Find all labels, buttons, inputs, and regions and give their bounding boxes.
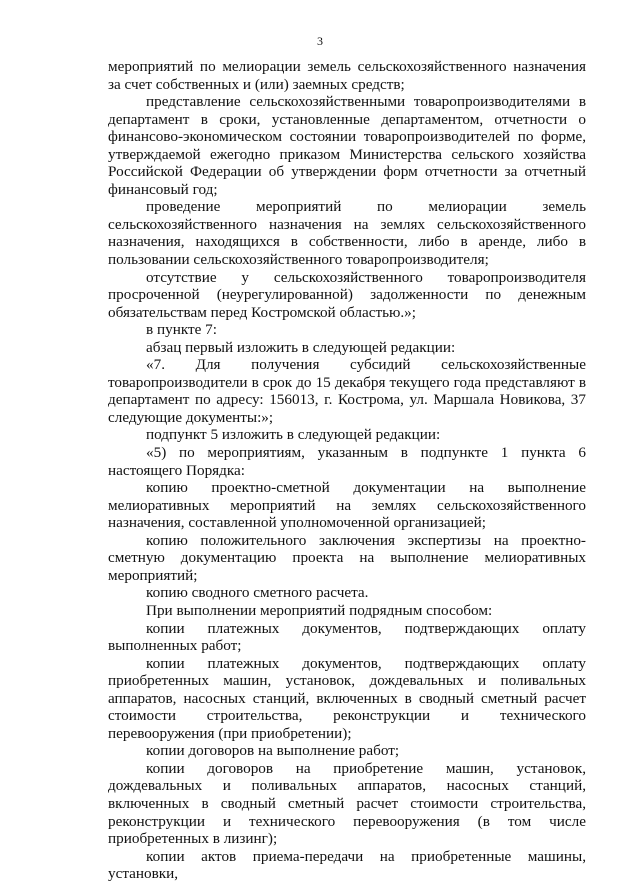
paragraph-11: копию положительного заключения экспертизы на проектно-сметную документацию проекта на выполнение мелиоративных мероприятий;	[108, 531, 586, 584]
paragraph-7: «7. Для получения субсидий сельскохозяйственные товаропроизводители в срок до 15 декабря текущего года представляют в департамент по адресу: 156013, г. Кострома, ул. Маршала Новикова, 37 следующие документы:»;	[108, 356, 586, 426]
paragraph-10: копию проектно-сметной документации на выполнение мелиоративных мероприятий на землях сельскохозяйственного назначения, составленной уполномоченной организацией;	[108, 479, 586, 532]
paragraph-4: отсутствие у сельскохозяйственного товаропроизводителя просроченной (неурегулированной) задолженности по денежным обязательствам перед Костромской областью.»;	[108, 268, 586, 321]
paragraph-1: мероприятий по мелиорации земель сельскохозяйственного назначения за счет собственных и (или) заемных средств;	[108, 58, 586, 93]
paragraph-14: копии платежных документов, подтверждающих оплату выполненных работ;	[108, 619, 586, 655]
paragraph-3: проведение мероприятий по мелиорации земель сельскохозяйственного назначения на землях сельскохозяйственного назначения, находящихся в собственности, либо в аренде, либо в пользовании сельскохозяйственного товаропроизводителя;	[108, 198, 586, 269]
paragraph-5: в пункте 7:	[146, 321, 217, 339]
paragraph-8: подпункт 5 изложить в следующей редакции:	[146, 426, 441, 444]
paragraph-13: При выполнении мероприятий подрядным способом:	[146, 601, 493, 619]
document-body	[108, 58, 586, 883]
paragraph-6: абзац первый изложить в следующей редакции:	[146, 338, 456, 356]
paragraph-17: копии договоров на приобретение машин, установок, дождевальных и поливальных аппаратов, насосных станций, включенных в сводный сметный расчет стоимости строительства, реконструкции и технического перевооружения (в том числе приобретенных в лизинг);	[108, 759, 586, 848]
paragraph-18: копии актов приема-передачи на приобретенные машины, установки,	[108, 847, 586, 883]
paragraph-16: копии договоров на выполнение работ;	[146, 742, 400, 760]
paragraph-12: копию сводного сметного расчета.	[146, 584, 369, 602]
page-number: 3	[317, 34, 323, 48]
paragraph-9: «5) по мероприятиям, указанным в подпункте 1 пункта 6 настоящего Порядка:	[108, 444, 586, 479]
paragraph-15: копии платежных документов, подтверждающих оплату приобретенных машин, установок, дождевальных и поливальных аппаратов, насосных станций, включенных в сводный сметный расчет стоимости строительства, реконструкции и технического перевооружения (при приобретении);	[108, 654, 586, 742]
paragraph-2: представление сельскохозяйственными товаропроизводителями в департамент в сроки, установленные департаментом, отчетности о финансово-экономическом состоянии товаропроизводителей по форме, утверждаемой ежегодно приказом Министерства сельского хозяйства Российской Федерации об утверждении форм отчетности за отчетный финансовый год;	[108, 93, 586, 198]
